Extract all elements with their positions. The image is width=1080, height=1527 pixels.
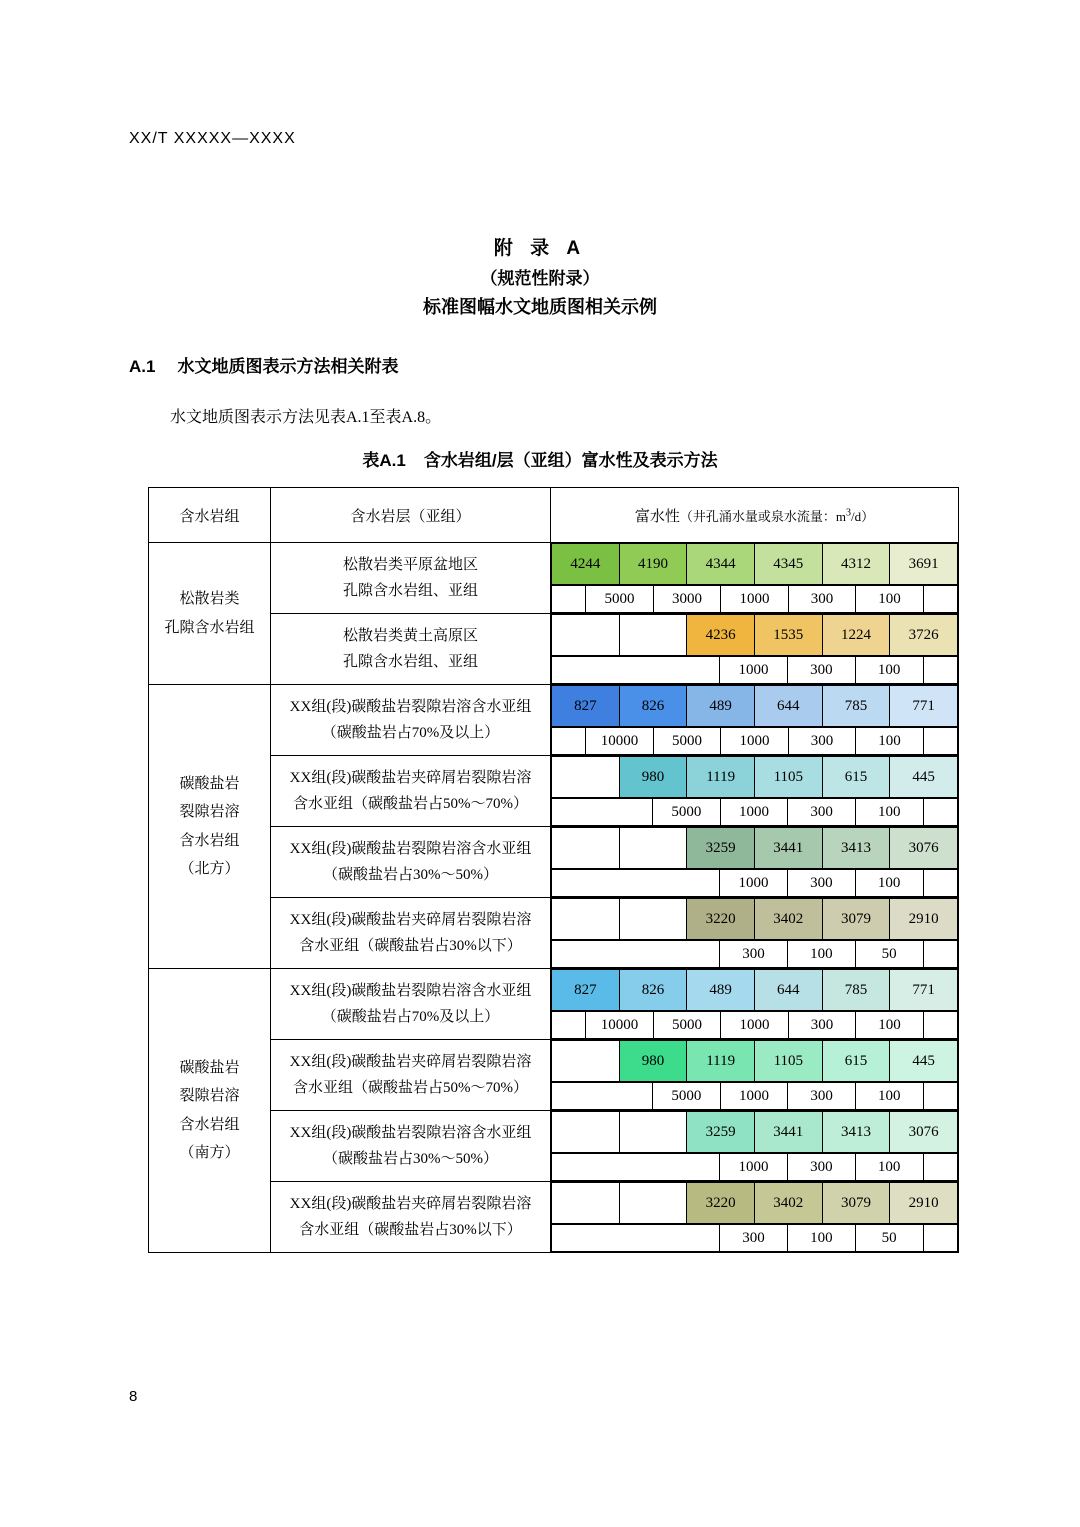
scale-cell-empty — [552, 615, 620, 656]
tick-label: 300 — [787, 1154, 855, 1181]
tick-label: 5000 — [653, 728, 721, 755]
scale-cell-value: 445 — [890, 757, 958, 798]
scale-ticks — [551, 727, 958, 755]
scale-cell-value: 3259 — [687, 1112, 755, 1153]
tick-spacer — [552, 870, 720, 897]
tick-label: 1000 — [720, 870, 788, 897]
tick-label: 1000 — [720, 1154, 788, 1181]
layer-name-cell: XX组(段)碳酸盐岩夹碎屑岩裂隙岩溶 含水亚组（碳酸盐岩占30%以下） — [271, 898, 551, 969]
header-cell-layer: 含水岩层（亚组） — [271, 488, 551, 543]
scale-cell-value: 1535 — [754, 615, 822, 656]
tick-spacer — [923, 1154, 957, 1181]
page-header-code: XX/T XXXXX—XXXX — [129, 130, 296, 147]
scale-ticks — [551, 869, 958, 897]
header-cell-richness: 富水性（井孔涌水量或泉水流量：$m^3/d$） — [551, 488, 959, 543]
tick-spacer — [923, 1083, 957, 1110]
table-caption-number: 表A.1 — [362, 451, 406, 470]
scale-cell-empty — [552, 1112, 620, 1153]
scale-cell-value: 3220 — [687, 1183, 755, 1224]
color-scale — [551, 827, 958, 869]
tick-label: 50 — [855, 941, 923, 968]
scale-cell-value: 3076 — [890, 828, 958, 869]
scale-cell-value: 445 — [890, 1041, 958, 1082]
layer-name-cell: XX组(段)碳酸盐岩裂隙岩溶含水亚组 （碳酸盐岩占30%～50%） — [271, 1111, 551, 1182]
richness-scale-cell — [551, 543, 959, 614]
table-row — [149, 614, 959, 685]
scale-cell-value: 615 — [822, 757, 890, 798]
scale-cell-value: 2910 — [890, 899, 958, 940]
scale-cell-value: 644 — [754, 686, 822, 727]
tick-label: 100 — [855, 1083, 923, 1110]
tick-spacer — [923, 657, 957, 684]
table-row — [149, 1111, 959, 1182]
tick-spacer — [552, 941, 720, 968]
scale-cell-value: 3402 — [754, 1183, 822, 1224]
richness-scale-cell — [551, 685, 959, 756]
scale-cell-value: 3079 — [822, 899, 890, 940]
scale-cell-value: 3441 — [754, 1112, 822, 1153]
scale-cell-value: 3259 — [687, 828, 755, 869]
annex-subtitle: （规范性附录） — [480, 269, 600, 288]
scale-cell-value: 980 — [619, 1041, 687, 1082]
richness-scale-cell — [551, 898, 959, 969]
layer-name-cell: 松散岩类平原盆地区 孔隙含水岩组、亚组 — [271, 543, 551, 614]
tick-label: 1000 — [720, 799, 788, 826]
group-name-cell: 碳酸盐岩 裂隙岩溶 含水岩组 （北方） — [149, 685, 271, 969]
tick-label: 300 — [788, 799, 856, 826]
scale-cell-value: 771 — [890, 970, 958, 1011]
layer-name-cell: XX组(段)碳酸盐岩夹碎屑岩裂隙岩溶 含水亚组（碳酸盐岩占30%以下） — [271, 1182, 551, 1253]
scale-cell-value: 827 — [552, 686, 620, 727]
section-title: 水文地质图表示方法相关附表 — [177, 357, 399, 376]
color-scale — [551, 1040, 958, 1082]
scale-cell-empty — [552, 828, 620, 869]
tick-label: 300 — [720, 941, 788, 968]
layer-name-cell: XX组(段)碳酸盐岩夹碎屑岩裂隙岩溶 含水亚组（碳酸盐岩占50%～70%） — [271, 1040, 551, 1111]
scale-cell-empty — [619, 615, 687, 656]
scale-cell-value: 2910 — [890, 1183, 958, 1224]
tick-spacer — [923, 870, 957, 897]
table-row — [149, 756, 959, 827]
tick-label: 100 — [855, 1154, 923, 1181]
tick-label: 1000 — [721, 586, 789, 613]
layer-name-cell: XX组(段)碳酸盐岩裂隙岩溶含水亚组 （碳酸盐岩占30%～50%） — [271, 827, 551, 898]
scale-cell-value: 489 — [687, 686, 755, 727]
scale-cell-value: 615 — [822, 1041, 890, 1082]
tick-label: 300 — [720, 1225, 788, 1252]
color-scale — [551, 543, 958, 585]
table-header-row — [149, 488, 959, 543]
scale-cell-value: 980 — [619, 757, 687, 798]
tick-label: 1000 — [721, 728, 789, 755]
scale-cell-value: 3402 — [754, 899, 822, 940]
scale-cell-value: 3413 — [822, 1112, 890, 1153]
scale-cell-value: 4312 — [822, 544, 890, 585]
scale-cell-empty — [619, 828, 687, 869]
tick-label: 300 — [788, 1012, 856, 1039]
richness-scale-cell — [551, 614, 959, 685]
richness-scale-cell — [551, 827, 959, 898]
scale-cell-value: 785 — [822, 686, 890, 727]
layer-name-cell: 松散岩类黄土高原区 孔隙含水岩组、亚组 — [271, 614, 551, 685]
tick-label: 300 — [788, 728, 856, 755]
tick-label: 300 — [787, 870, 855, 897]
richness-scale-cell — [551, 969, 959, 1040]
color-scale — [551, 756, 958, 798]
header-cell-group: 含水岩组 — [149, 488, 271, 543]
scale-ticks — [551, 798, 958, 826]
scale-ticks — [551, 585, 958, 613]
table-row — [149, 543, 959, 614]
color-scale — [551, 898, 958, 940]
body-paragraph: 水文地质图表示方法见表A.1至表A.8。 — [170, 409, 442, 426]
tick-label: 5000 — [586, 586, 654, 613]
scale-cell-value: 1105 — [754, 1041, 822, 1082]
tick-label: 300 — [788, 1083, 856, 1110]
tick-label: 100 — [787, 1225, 855, 1252]
table-row — [149, 685, 959, 756]
scale-cell-value: 3076 — [890, 1112, 958, 1153]
scale-cell-value: 489 — [687, 970, 755, 1011]
table-caption — [0, 446, 1080, 471]
layer-name-cell: XX组(段)碳酸盐岩裂隙岩溶含水亚组 （碳酸盐岩占70%及以上） — [271, 969, 551, 1040]
table-row — [149, 827, 959, 898]
tick-label: 1000 — [720, 1083, 788, 1110]
scale-cell-value: 4244 — [552, 544, 620, 585]
color-scale — [551, 1182, 958, 1224]
tick-label: 100 — [855, 657, 923, 684]
aquifer-table — [148, 487, 959, 1253]
tick-label: 100 — [856, 728, 924, 755]
scale-cell-empty — [552, 1041, 620, 1082]
tick-spacer — [552, 1012, 586, 1039]
page-number: 8 — [129, 1388, 138, 1405]
scale-cell-value: 3726 — [890, 615, 958, 656]
scale-ticks — [551, 1224, 958, 1252]
tick-label: 10000 — [586, 1012, 654, 1039]
tick-spacer — [552, 1083, 653, 1110]
tick-spacer — [552, 799, 653, 826]
tick-label: 1000 — [721, 1012, 789, 1039]
tick-spacer — [552, 1154, 720, 1181]
group-name-cell: 碳酸盐岩 裂隙岩溶 含水岩组 （南方） — [149, 969, 271, 1253]
scale-cell-value: 4344 — [687, 544, 755, 585]
scale-ticks — [551, 1011, 958, 1039]
tick-spacer — [923, 799, 957, 826]
richness-scale-cell — [551, 1182, 959, 1253]
tick-spacer — [552, 1225, 720, 1252]
tick-spacer — [552, 728, 586, 755]
section-heading — [129, 352, 398, 377]
layer-name-cell: XX组(段)碳酸盐岩裂隙岩溶含水亚组 （碳酸盐岩占70%及以上） — [271, 685, 551, 756]
tick-label: 50 — [855, 1225, 923, 1252]
tick-spacer — [923, 586, 957, 613]
scale-cell-value: 1105 — [754, 757, 822, 798]
scale-cell-value: 826 — [619, 686, 687, 727]
tick-spacer — [552, 657, 720, 684]
section-number: A.1 — [129, 357, 156, 376]
scale-cell-value: 1224 — [822, 615, 890, 656]
tick-spacer — [552, 586, 586, 613]
tick-label: 1000 — [720, 657, 788, 684]
scale-cell-empty — [552, 899, 620, 940]
tick-label: 100 — [855, 870, 923, 897]
scale-cell-value: 3220 — [687, 899, 755, 940]
tick-label: 5000 — [653, 1083, 721, 1110]
table-row — [149, 1182, 959, 1253]
scale-cell-empty — [552, 1183, 620, 1224]
scale-ticks — [551, 1153, 958, 1181]
scale-cell-value: 1119 — [687, 1041, 755, 1082]
richness-scale-cell — [551, 1111, 959, 1182]
scale-ticks — [551, 1082, 958, 1110]
color-scale — [551, 614, 958, 656]
scale-cell-value: 3413 — [822, 828, 890, 869]
tick-label: 100 — [856, 586, 924, 613]
scale-cell-value: 4190 — [619, 544, 687, 585]
richness-scale-cell — [551, 756, 959, 827]
scale-cell-empty — [619, 899, 687, 940]
group-name-cell: 松散岩类 孔隙含水岩组 — [149, 543, 271, 685]
table-row — [149, 1040, 959, 1111]
scale-cell-empty — [619, 1112, 687, 1153]
tick-spacer — [923, 728, 957, 755]
scale-cell-value: 4236 — [687, 615, 755, 656]
scale-cell-empty — [619, 1183, 687, 1224]
tick-label: 3000 — [653, 586, 721, 613]
scale-cell-value: 1119 — [687, 757, 755, 798]
scale-cell-value: 3079 — [822, 1183, 890, 1224]
scale-cell-value: 827 — [552, 970, 620, 1011]
color-scale — [551, 1111, 958, 1153]
scale-cell-value: 644 — [754, 970, 822, 1011]
scale-cell-value: 3441 — [754, 828, 822, 869]
scale-cell-value: 3691 — [890, 544, 958, 585]
scale-ticks — [551, 656, 958, 684]
color-scale — [551, 685, 958, 727]
scale-cell-value: 826 — [619, 970, 687, 1011]
scale-cell-value: 4345 — [754, 544, 822, 585]
tick-label: 100 — [856, 1012, 924, 1039]
table-row — [149, 898, 959, 969]
tick-label: 5000 — [653, 799, 721, 826]
color-scale — [551, 969, 958, 1011]
scale-cell-empty — [552, 757, 620, 798]
tick-spacer — [923, 941, 957, 968]
scale-cell-value: 771 — [890, 686, 958, 727]
tick-label: 100 — [787, 941, 855, 968]
tick-label: 5000 — [653, 1012, 721, 1039]
annex-title: 附 录 A — [493, 238, 587, 259]
table-caption-text: 含水岩组/层（亚组）富水性及表示方法 — [423, 451, 718, 470]
scale-ticks — [551, 940, 958, 968]
layer-name-cell: XX组(段)碳酸盐岩夹碎屑岩裂隙岩溶 含水亚组（碳酸盐岩占50%～70%） — [271, 756, 551, 827]
annex-name: 标准图幅水文地质图相关示例 — [423, 297, 657, 317]
tick-label: 100 — [855, 799, 923, 826]
richness-scale-cell — [551, 1040, 959, 1111]
tick-spacer — [923, 1012, 957, 1039]
tick-label: 300 — [788, 586, 856, 613]
tick-spacer — [923, 1225, 957, 1252]
tick-label: 10000 — [586, 728, 654, 755]
tick-label: 300 — [787, 657, 855, 684]
table-row — [149, 969, 959, 1040]
scale-cell-value: 785 — [822, 970, 890, 1011]
